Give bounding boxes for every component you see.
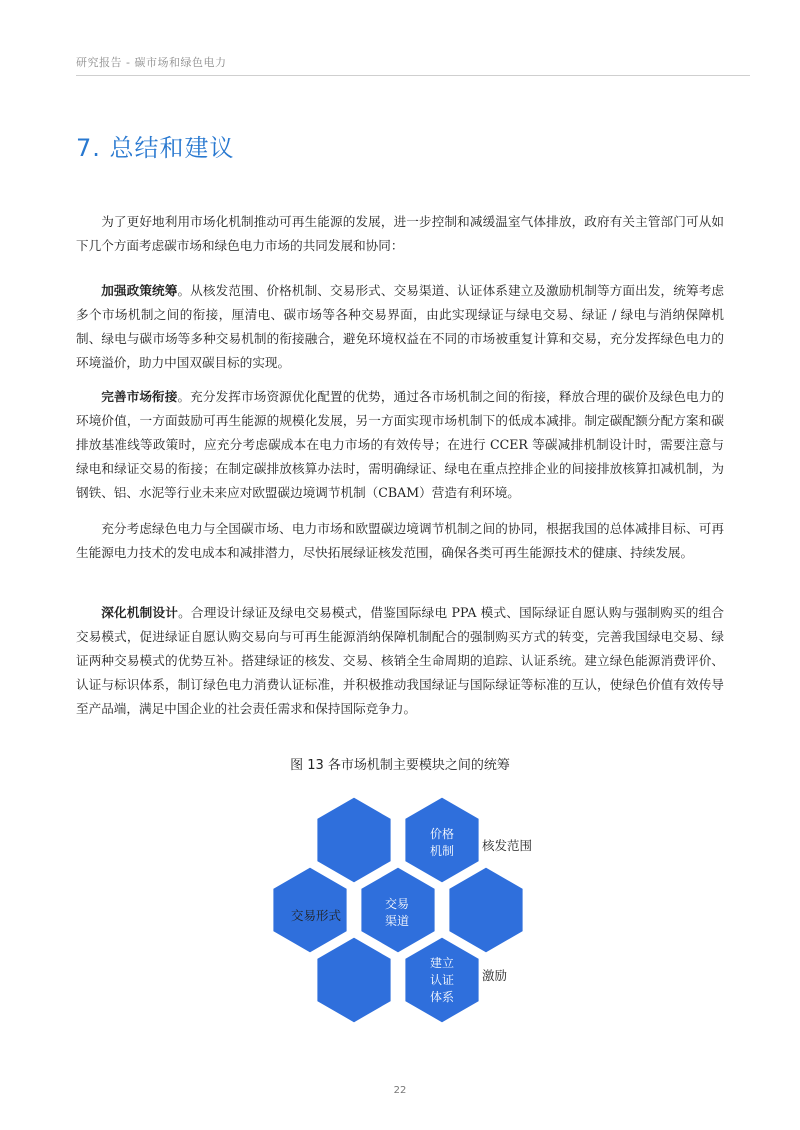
hex-label-price-mechanism	[412, 826, 472, 860]
hex-label-cert-text: 建立 认证 体系	[429, 956, 454, 1004]
page-number: 22	[393, 1085, 407, 1096]
header-divider	[76, 75, 750, 76]
paragraph-coordination: 充分考虑绿色电力与全国碳市场、电力市场和欧盟碳边境调节机制之间的协同，根据我国的总体减排目标、可再生能源电力技术的发电成本和减排潜力，尽快拓展绿证核发范围，确保各类可再生能源技术的健康、持续发展。	[76, 521, 724, 560]
paragraph-mechanism	[76, 601, 724, 721]
paragraph-intro: 为了更好地利用市场化机制推动可再生能源的发展，进一步控制和减缓温室气体排放，政府有关主管部门可从如下几个方面考虑碳市场和绿色电力市场的共同发展和协同：	[76, 214, 724, 253]
hex-middle-right	[448, 866, 524, 954]
paragraph-policy	[76, 279, 724, 375]
paragraph-mechanism-lead: 深化机制设计	[101, 605, 179, 620]
report-header: 研究报告 - 碳市场和绿色电力	[76, 56, 227, 69]
hexagon-diagram	[260, 790, 590, 1040]
section-title: 7. 总结和建议	[76, 134, 235, 162]
paragraph-market-body: 。充分发挥市场资源优化配置的优势，通过各市场机制之间的衔接，释放合理的碳价及绿色电力的环境价值，一方面鼓励可再生能源的规模化发展，另一方面实现市场机制下的低成本减排。制定碳配额分配方案和碳排放基准线等政策时，应充分考虑碳成本在电力市场的有效传导；在进行 CCER 等碳减排机制设计时，需要注意与绿电和绿证交易的衔接；在制定碳排放核算办法时，需明确绿证、绿电在重点控排企业的间接排放核算扣减机制，为钢铁、铝、水泥等行业未来应对欧盟碳边境调节机制（CBAM）营造有利环境。	[76, 389, 725, 500]
paragraph-market-lead: 完善市场衔接	[101, 389, 178, 404]
paragraph-market	[76, 385, 724, 505]
hex-label-certification-system	[412, 955, 472, 1006]
hex-bottom-left	[316, 936, 392, 1024]
hex-label-trading-channel	[367, 896, 427, 930]
side-label-incentive: 激励	[482, 968, 508, 983]
hex-top-left	[316, 796, 392, 884]
figure-caption: 图 13 各市场机制主要模块之间的统筹	[290, 758, 510, 773]
hex-label-channel-text: 交易 渠道	[384, 897, 409, 928]
paragraph-policy-lead: 加强政策统筹	[101, 283, 178, 298]
side-label-issuance-scope: 核发范围	[482, 838, 533, 853]
side-label-trading-form: 交易形式	[291, 908, 342, 923]
paragraph-policy-body: 。从核发范围、价格机制、交易形式、交易渠道、认证体系建立及激励机制等方面出发，统筹考虑多个市场机制之间的衔接，厘清电、碳市场等各种交易界面，由此实现绿证与绿电交易、绿证 / 绿电与消纳保障机制、绿电与碳市场等多种交易机制的衔接融合，避免环境权益在不同的市场被重复计算和交易，充分发挥绿色电力的环境溢价，助力中国双碳目标的实现。	[76, 283, 725, 370]
paragraph-mechanism-body: 。合理设计绿证及绿电交易模式，借鉴国际绿电 PPA 模式、国际绿证自愿认购与强制购买的组合交易模式，促进绿证自愿认购交易向与可再生能源消纳保障机制配合的强制购买方式的转变，完善我国绿电交易、绿证两种交易模式的优势互补。搭建绿证的核发、交易、核销全生命周期的追踪、认证系统。建立绿色能源消费评价、认证与标识体系，制订绿色电力消费认证标准，并积极推动我国绿证与国际绿证等标准的互认，使绿色价值有效传导至产品端，满足中国企业的社会责任需求和保持国际竞争力。	[76, 605, 724, 716]
hex-label-price-text: 价格 机制	[429, 827, 454, 858]
